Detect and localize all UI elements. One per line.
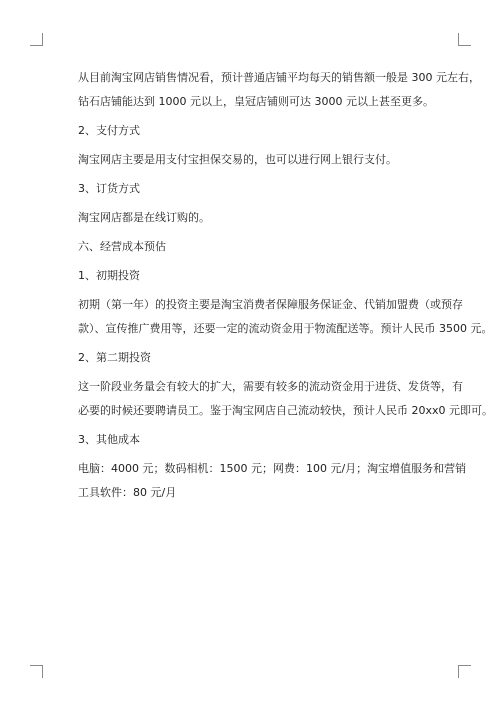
text-line: 3、订货方式 [78, 182, 140, 195]
text-line: 3、其他成本 [78, 433, 140, 446]
text-line: 从目前淘宝网店销售情况看，预计普通店铺平均每天的销售额一般是 300 元左右， [78, 71, 480, 84]
crop-mark-bottom-left [30, 665, 43, 678]
heading-payment-method [78, 119, 428, 143]
paragraph-payment [78, 148, 428, 172]
document-body [78, 66, 494, 510]
text-line: 1、初期投资 [78, 269, 140, 282]
heading-cost-estimate [78, 235, 428, 259]
text-line: 钻石店铺能达到 1000 元以上，皇冠店铺则可达 3000 元以上甚至更多。 [78, 95, 434, 108]
paragraph-initial-investment [78, 293, 493, 341]
text-line: 淘宝网店都是在线订购的。 [78, 211, 210, 224]
text-line: 2、第二期投资 [78, 351, 151, 364]
heading-order-method [78, 177, 428, 201]
crop-mark-bottom-right [458, 665, 471, 678]
text-line: 2、支付方式 [78, 124, 140, 137]
text-line: 六、经营成本预估 [78, 240, 166, 253]
crop-mark-top-left [30, 33, 43, 46]
heading-other-costs [78, 428, 428, 452]
crop-mark-top-right [458, 33, 471, 46]
text-line: 必要的时候还要聘请员工。鉴于淘宝网店自己流动较快，预计人民币 20xx0 元即可。 [78, 404, 494, 417]
text-line: 电脑：4000 元；数码相机：1500 元；网费：100 元/月；淘宝增值服务和营销 [78, 462, 467, 475]
text-line: 工具软件：80 元/月 [78, 486, 177, 499]
paragraph-other-costs [78, 457, 467, 505]
heading-second-investment [78, 346, 428, 370]
text-line: 初期（第一年）的投资主要是淘宝消费者保障服务保证金、代销加盟费（或预存 [78, 298, 463, 311]
text-line: 淘宝网店主要是用支付宝担保交易的，也可以进行网上银行支付。 [78, 153, 397, 166]
paragraph-second-investment [78, 375, 494, 423]
paragraph-order [78, 206, 428, 230]
paragraph-sales-estimate [78, 66, 480, 114]
heading-initial-investment [78, 264, 428, 288]
text-line: 款）、宣传推广费用等，还要一定的流动资金用于物流配送等。预计人民币 3500 元。 [78, 322, 493, 335]
text-line: 这一阶段业务量会有较大的扩大，需要有较多的流动资金用于进货、发货等，有 [78, 380, 463, 393]
